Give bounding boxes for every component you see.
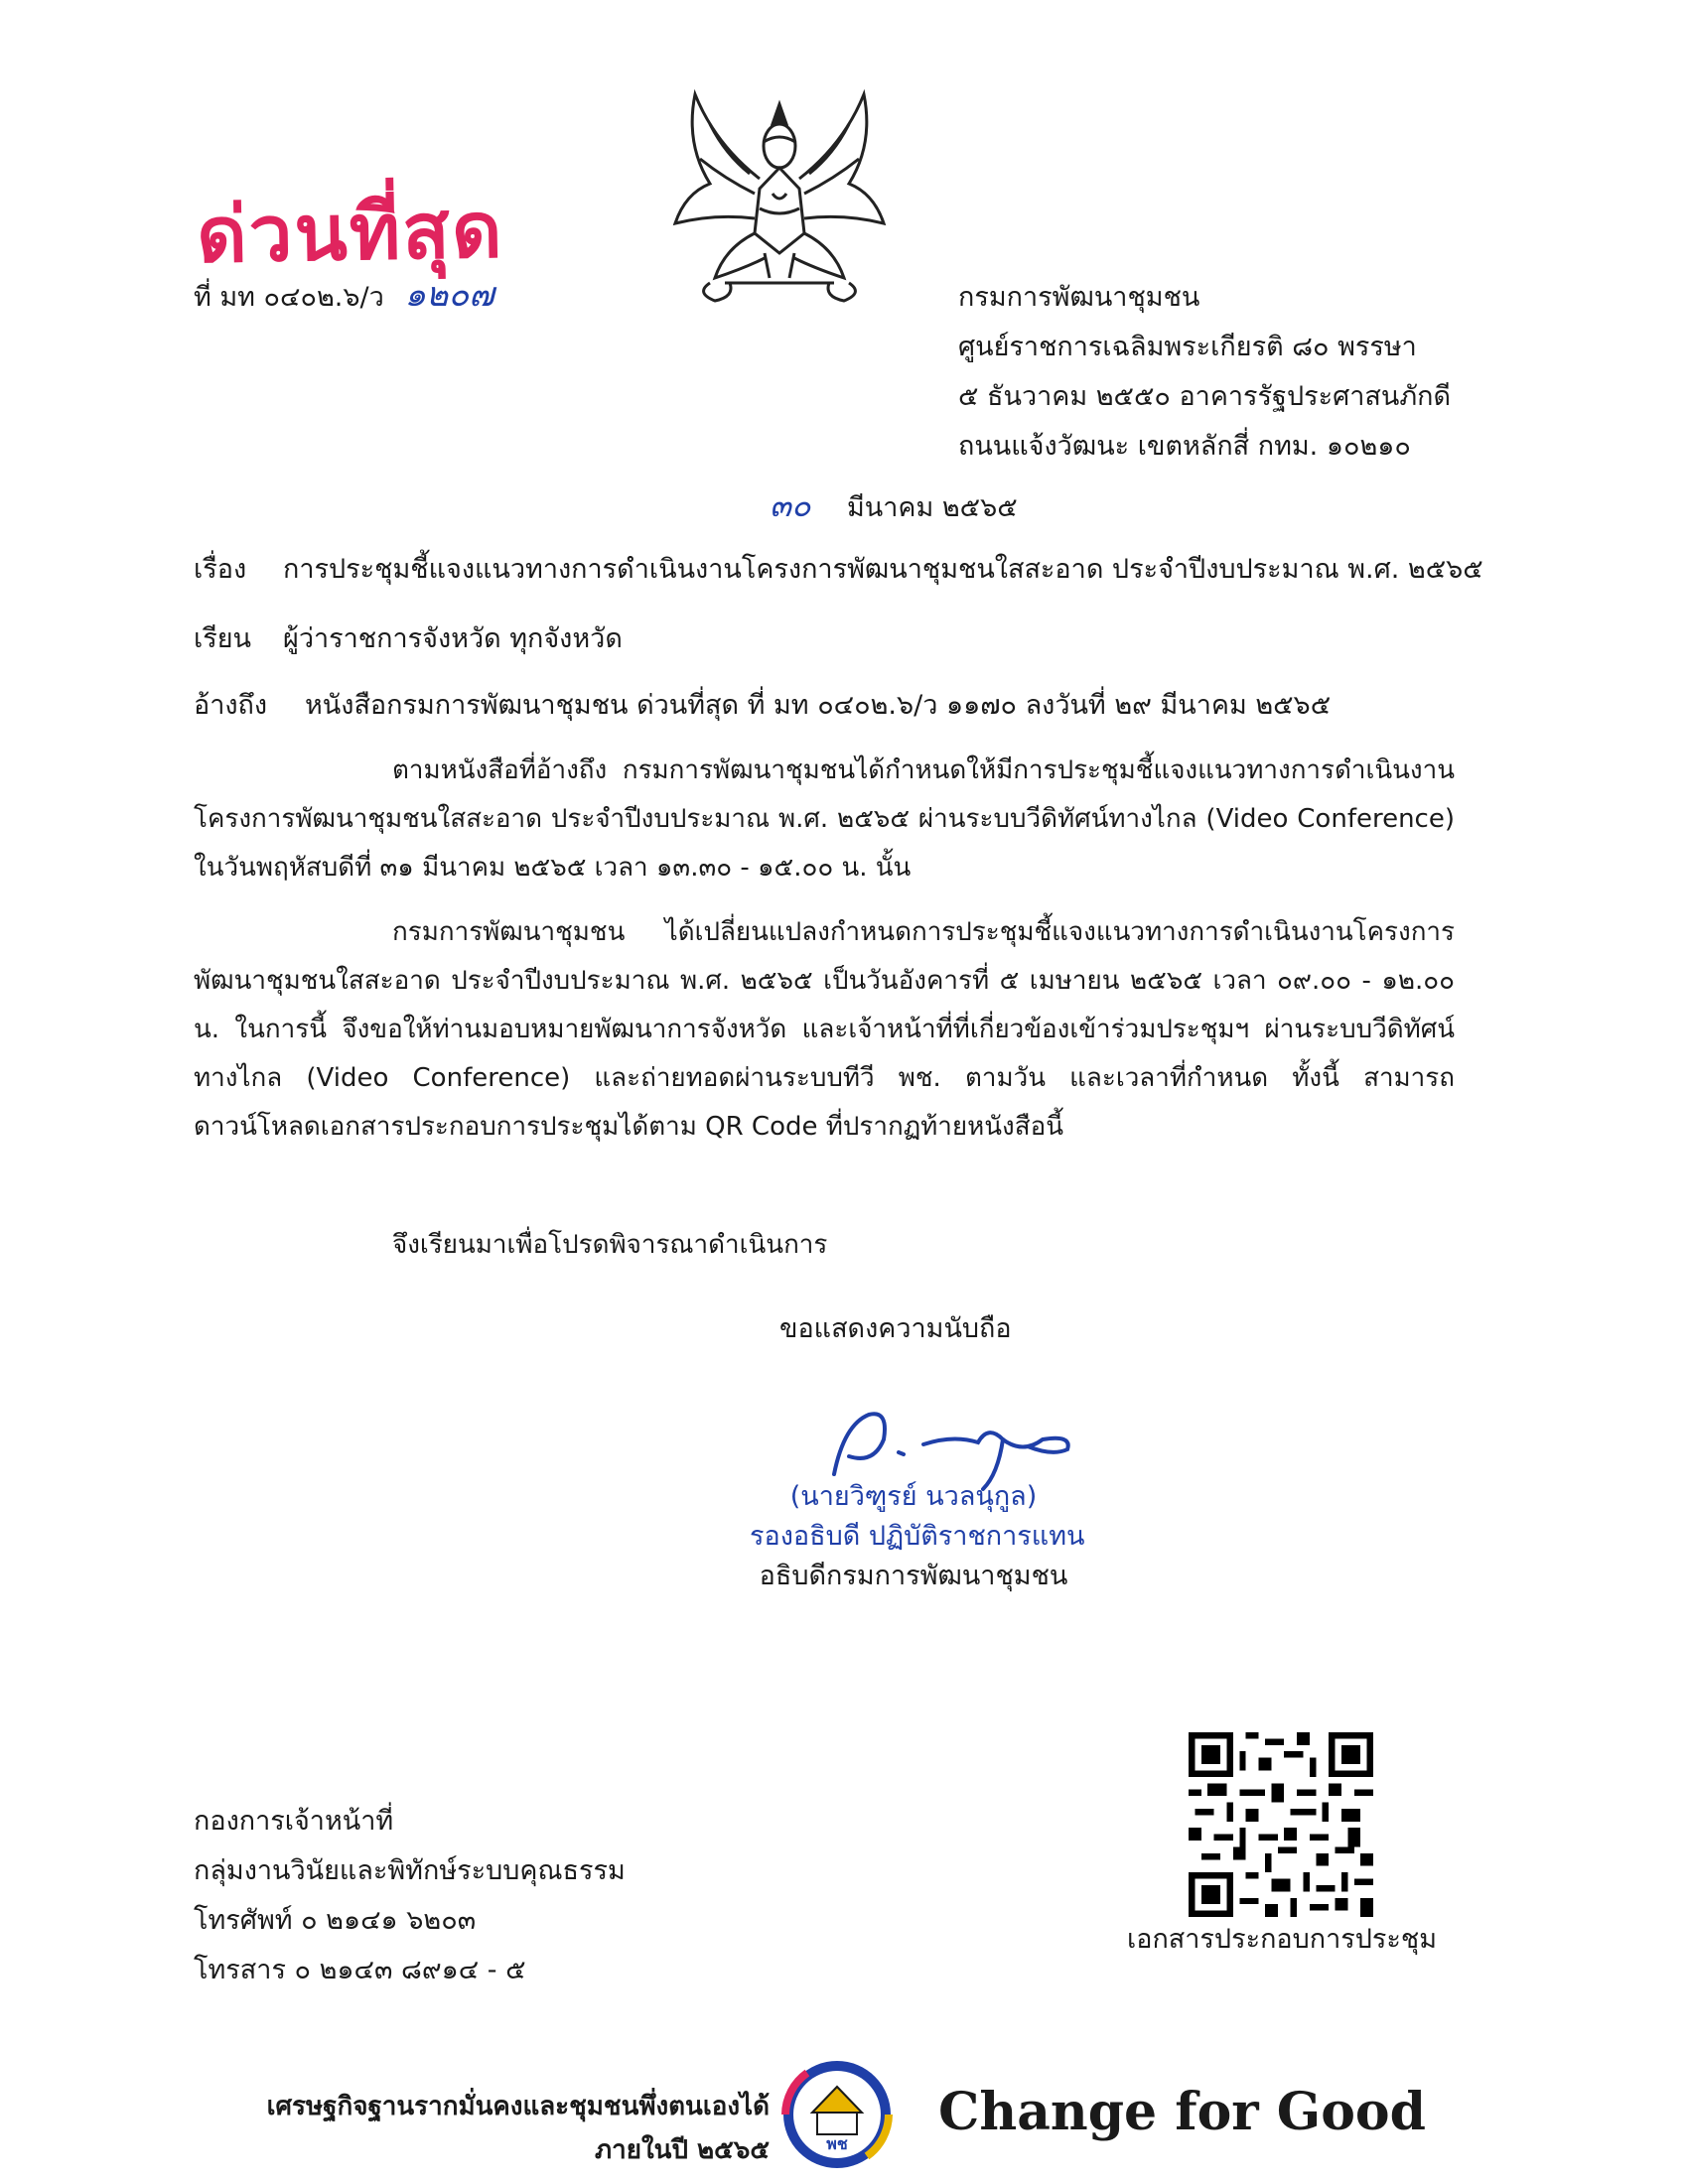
slogan-line: เศรษฐกิจฐานรากมั่นคงและชุมชนพึ่งตนเองได้: [266, 2092, 770, 2121]
subject-label: เรื่อง: [194, 554, 247, 585]
reference-row: [194, 687, 1331, 725]
address-line: ๕ ธันวาคม ๒๕๕๐ อาคารรัฐประศาสนภักดี: [958, 381, 1452, 412]
recipient-text: ผู้ว่าราชการจังหวัด ทุกจังหวัด: [283, 623, 623, 654]
paragraph-text: กรมการพัฒนาชุมชน ได้เปลี่ยนแปลงกำหนดการประชุมชี้แจงแนวทางการดำเนินงานโครงการพัฒนาชุมชนใสสะอาด ประจำปีงบประมาณ พ.ศ. ๒๕๖๕ เป็นวันอังคารที่ ๕ เมษายน ๒๕๖๕ เวลา ๐๙.๐๐ - ๑๒.๐๐ น. ในการนี้ จึงขอให้ท่านมอบหมายพัฒนาการจังหวัด และเจ้าหน้าที่ที่เกี่ยวข้องเข้าร่วมประชุมฯ ผ่านระบบวีดิทัศน์ทางไกล (Video Conference) และถ่ายทอดผ่านระบบทีวี พช. ตามวัน และเวลาที่กำหนด ทั้งนี้ สามารถดาวน์โหลดเอกสารประกอบการประชุมได้ตาม QR Code ที่ปรากฏท้ายหนังสือนี้: [194, 917, 1455, 1142]
office-line: โทรสาร ๐ ๒๑๔๓ ๘๙๑๔ - ๕: [194, 1955, 526, 1985]
document-date: [770, 486, 1018, 527]
reference-label: อ้างถึง: [194, 690, 268, 721]
qr-code-icon[interactable]: [1189, 1732, 1373, 1917]
signer-block: [750, 1477, 1085, 1596]
garuda-emblem-icon: [655, 84, 904, 313]
subject-row: [194, 551, 1483, 589]
recipient-row: [194, 620, 623, 658]
body-paragraph-3: [194, 1221, 1455, 1270]
sender-address: [958, 273, 1451, 472]
cdd-logo-icon: [777, 2055, 897, 2174]
signer-position: รองอธิบดี ปฏิบัติราชการแทน: [750, 1521, 1085, 1552]
signer-authority: อธิบดีกรมการพัฒนาชุมชน: [759, 1561, 1068, 1591]
recipient-label: เรียน: [194, 623, 252, 654]
document-reference: [194, 276, 494, 317]
date-month-year: มีนาคม ๒๕๖๕: [847, 492, 1018, 523]
body-paragraph-1: [194, 747, 1455, 892]
body-paragraph-2: [194, 908, 1455, 1152]
slogan-block: [213, 2085, 770, 2172]
address-line: ถนนแจ้งวัฒนะ เขตหลักสี่ กทม. ๑๐๒๑๐: [958, 431, 1411, 462]
ref-prefix: ที่ มท ๐๔๐๒.๖/ว: [194, 282, 384, 313]
contact-office: [194, 1797, 626, 1995]
qr-caption: เอกสารประกอบการประชุม: [1127, 1924, 1438, 1955]
paragraph-text: จึงเรียนมาเพื่อโปรดพิจารณาดำเนินการ: [392, 1230, 828, 1260]
address-line: กรมการพัฒนาชุมชน: [958, 282, 1200, 313]
change-for-good-tagline: Change for Good: [938, 2082, 1426, 2142]
closing-phrase: ขอแสดงความนับถือ: [779, 1313, 1012, 1344]
date-day-handwritten: ๓๐: [770, 486, 811, 524]
office-line: กองการเจ้าหน้าที่: [194, 1806, 394, 1837]
office-line: โทรศัพท์ ๐ ๒๑๔๑ ๖๒๐๓: [194, 1905, 477, 1936]
address-line: ศูนย์ราชการเฉลิมพระเกียรติ ๘๐ พรรษา: [958, 332, 1417, 362]
reference-text: หนังสือกรมการพัฒนาชุมชน ด่วนที่สุด ที่ มท ๐๔๐๒.๖/ว ๑๑๗๐ ลงวันที่ ๒๙ มีนาคม ๒๕๖๕: [305, 690, 1332, 721]
slogan-line: ภายในปี ๒๕๖๕: [595, 2135, 770, 2165]
paragraph-text: ตามหนังสือที่อ้างถึง กรมการพัฒนาชุมชนได้กำหนดให้มีการประชุมชี้แจงแนวทางการดำเนินงานโครงการพัฒนาชุมชนใสสะอาด ประจำปีงบประมาณ พ.ศ. ๒๕๖๕ ผ่านระบบวีดิทัศน์ทางไกล (Video Conference) ในวันพฤหัสบดีที่ ๓๑ มีนาคม ๒๕๖๕ เวลา ๑๓.๓๐ - ๑๕.๐๐ น. นั้น: [194, 755, 1455, 883]
urgency-stamp: ด่วนที่สุด: [196, 185, 505, 281]
signer-name: (นายวิฑูรย์ นวลนุกูล): [789, 1481, 1038, 1512]
ref-number-handwritten: ๑๒๐๗: [404, 275, 494, 315]
office-line: กลุ่มงานวินัยและพิทักษ์ระบบคุณธรรม: [194, 1855, 626, 1886]
logo-text: พช: [826, 2134, 848, 2153]
subject-text: การประชุมชี้แจงแนวทางการดำเนินงานโครงการพัฒนาชุมชนใสสะอาด ประจำปีงบประมาณ พ.ศ. ๒๕๖๕: [283, 554, 1483, 585]
